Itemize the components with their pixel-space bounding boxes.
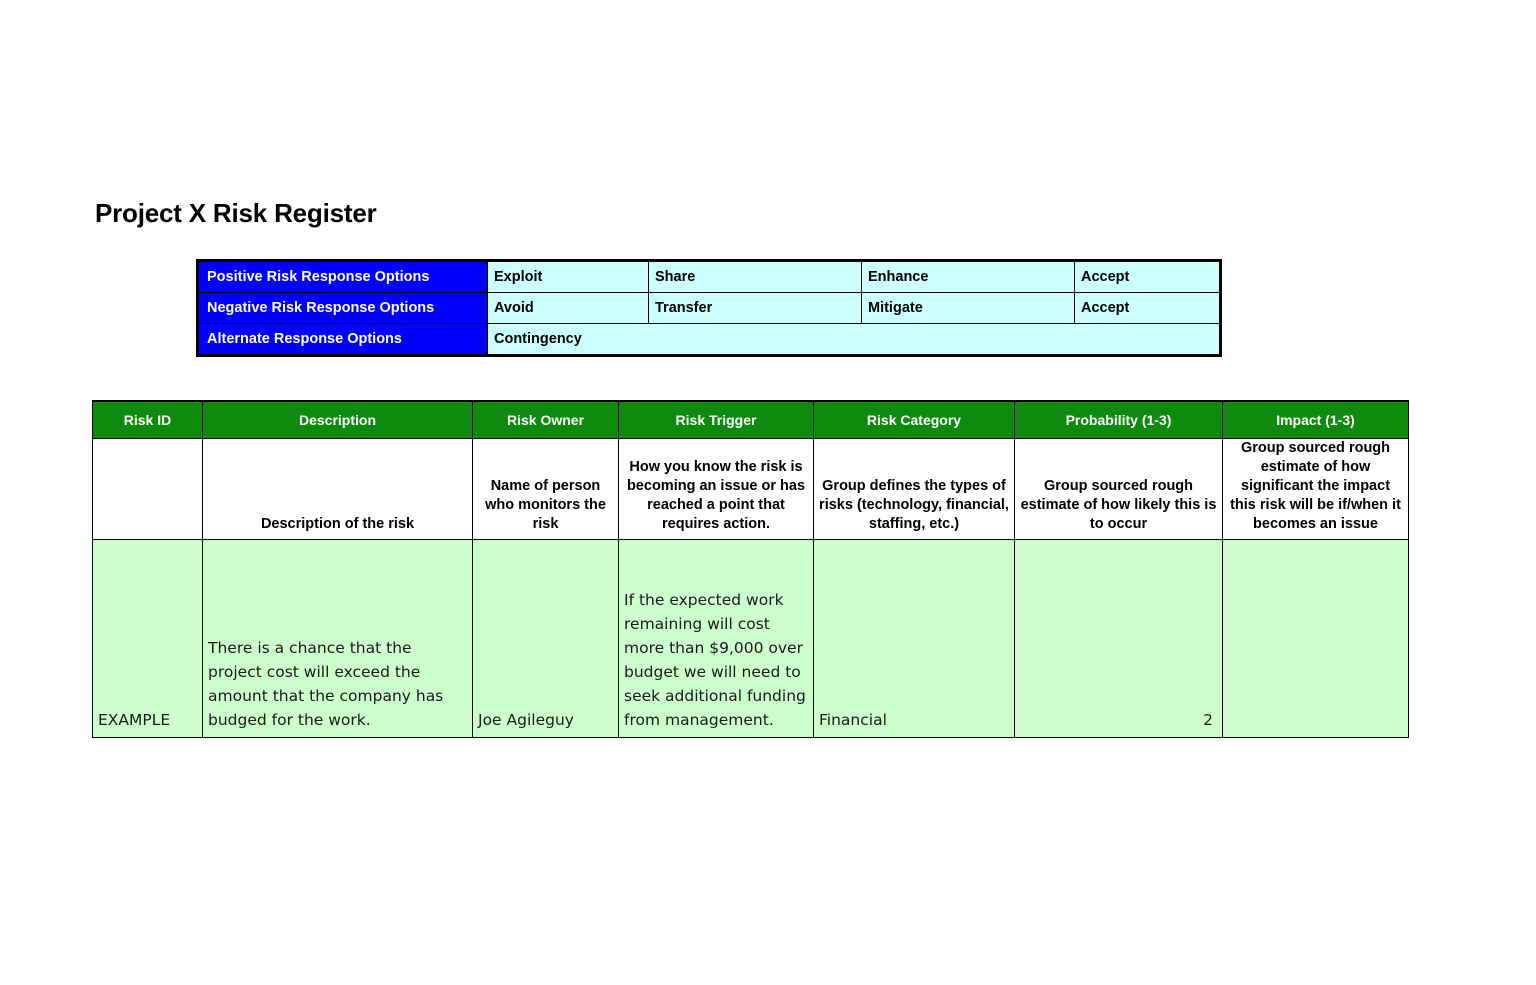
column-header-risk-category[interactable]: Risk Category (814, 401, 1015, 438)
alternate-response-label: Alternate Response Options (198, 324, 488, 356)
column-header-risk-trigger[interactable]: Risk Trigger (619, 401, 814, 438)
column-header-probability[interactable]: Probability (1-3) (1015, 401, 1223, 438)
guidance-risk-category: Group defines the types of risks (technology, financial, staffing, etc.) (814, 438, 1015, 539)
page-title: Project X Risk Register (95, 198, 377, 228)
guidance-description: Description of the risk (203, 438, 473, 539)
column-header-impact[interactable]: Impact (1-3) (1223, 401, 1409, 438)
cell-risk-trigger[interactable]: If the expected work remaining will cost more than $9,000 over budget we will need to seek additional funding from management. (619, 539, 814, 737)
table-row (198, 324, 1221, 356)
guidance-impact: Group sourced rough estimate of how significant the impact this risk will be if/when it becomes an issue (1223, 438, 1409, 539)
risk-table-guidance-row (93, 438, 1409, 539)
guidance-probability: Group sourced rough estimate of how likely this is to occur (1015, 438, 1223, 539)
cell-risk-owner[interactable]: Joe Agileguy (473, 539, 619, 737)
cell-probability[interactable]: 2 (1015, 539, 1223, 737)
positive-option-exploit[interactable]: Exploit (488, 261, 649, 293)
guidance-risk-trigger: How you know the risk is becoming an issue or has reached a point that requires action. (619, 438, 814, 539)
guidance-risk-id (93, 438, 203, 539)
negative-option-accept[interactable]: Accept (1075, 293, 1221, 324)
guidance-risk-owner: Name of person who monitors the risk (473, 438, 619, 539)
positive-risk-response-label: Positive Risk Response Options (198, 261, 488, 293)
positive-option-accept[interactable]: Accept (1075, 261, 1221, 293)
column-header-risk-owner[interactable]: Risk Owner (473, 401, 619, 438)
cell-risk-category[interactable]: Financial (814, 539, 1015, 737)
risk-table-header-row (93, 401, 1409, 438)
alternate-option-contingency[interactable]: Contingency (488, 324, 1221, 356)
negative-option-transfer[interactable]: Transfer (649, 293, 862, 324)
positive-option-share[interactable]: Share (649, 261, 862, 293)
risk-register-table (92, 400, 1409, 738)
positive-option-enhance[interactable]: Enhance (862, 261, 1075, 293)
cell-impact[interactable] (1223, 539, 1409, 737)
cell-description[interactable]: There is a chance that the project cost will exceed the amount that the company has budged for the work. (203, 539, 473, 737)
negative-risk-response-label: Negative Risk Response Options (198, 293, 488, 324)
table-row (198, 261, 1221, 293)
negative-option-avoid[interactable]: Avoid (488, 293, 649, 324)
negative-option-mitigate[interactable]: Mitigate (862, 293, 1075, 324)
risk-response-options-table (196, 259, 1222, 357)
table-row (198, 293, 1221, 324)
table-row[interactable] (93, 539, 1409, 737)
cell-risk-id[interactable]: EXAMPLE (93, 539, 203, 737)
column-header-description[interactable]: Description (203, 401, 473, 438)
column-header-risk-id[interactable]: Risk ID (93, 401, 203, 438)
